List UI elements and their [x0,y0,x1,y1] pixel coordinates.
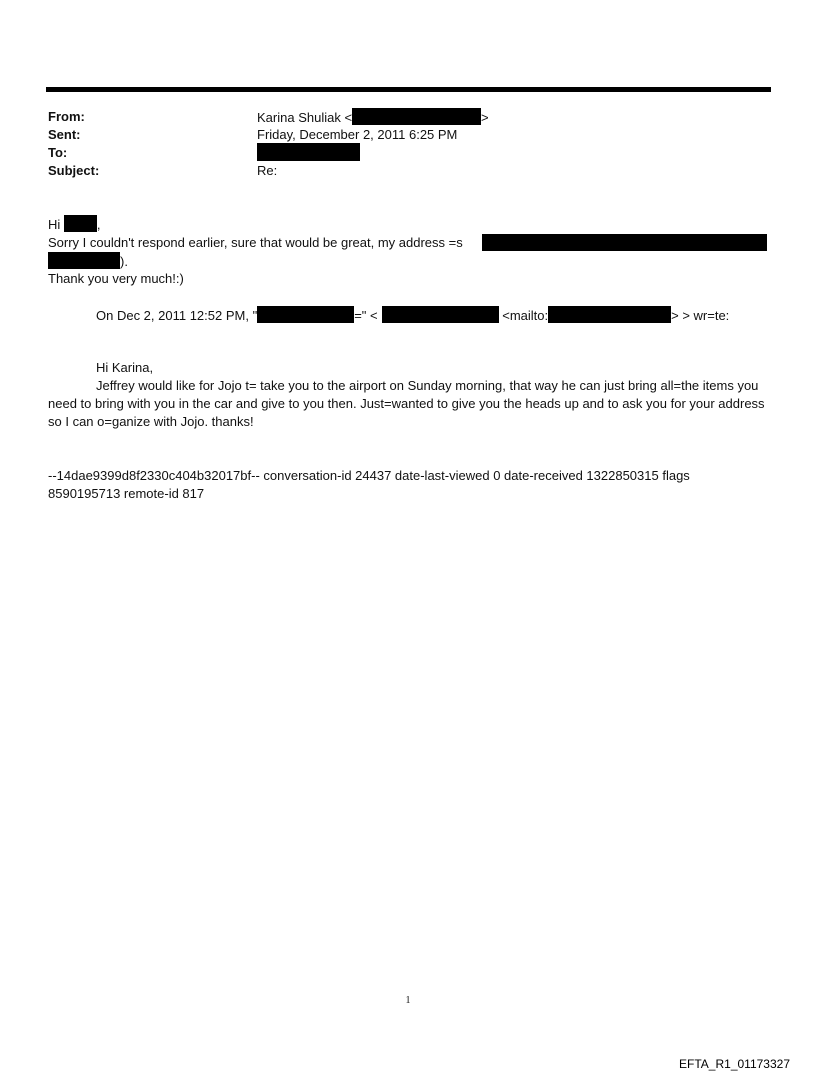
redaction-box [352,108,481,125]
redaction-box [64,215,97,232]
message-metadata: --14dae9399d8f2330c404b32017bf-- conversation-id 24437 date-last-viewed 0 date-received 1322850315 flags 8590195713 remote-id 817 [48,468,690,501]
reply-line-3: Thank you very much!:) [48,271,184,286]
from-name: Karina Shuliak < [257,110,353,125]
reply-line-2-end: ). [120,254,128,269]
reply-greeting-line [48,215,101,234]
subject-value: Re: [257,163,278,178]
reply-greeting-comma: , [96,217,101,232]
reply-greeting: Hi [48,217,61,232]
from-value [257,108,489,127]
reply-line-1: Sorry I couldn't respond earlier, sure that would be great, my address =s [48,235,463,250]
from-close: > [481,110,489,125]
redaction-box [257,306,354,323]
redaction-box [382,306,499,323]
to-redaction [257,143,360,161]
page-number: 1 [405,995,411,1006]
quote-mailto: <mailto: [502,308,549,323]
quoted-paragraph: Jeffrey would like for Jojo t= take you to the airport on Sunday morning, that way he can just bring all=the items you need to bring with you in the car and give to you then. Just=wanted to give you the heads up and to ask you for your address so I can o=ganize with Jojo. thanks! [48,378,765,429]
redaction-box [48,252,120,269]
address-redaction [482,234,767,251]
quoted-greeting: Hi Karina, [96,360,154,375]
sent-label: Sent: [48,127,81,142]
bates-number: EFTA_R1_01173327 [679,1057,790,1071]
subject-label: Subject: [48,163,100,178]
quote-mid: =" < [354,308,378,323]
reply-line-2 [48,252,128,271]
quote-suffix: > > wr=te: [671,308,730,323]
redaction-box [548,306,671,323]
quote-prefix: On Dec 2, 2011 12:52 PM, " [96,308,258,323]
to-label: To: [48,145,68,160]
header-rule [46,87,771,92]
quote-attribution [96,306,729,325]
from-label: From: [48,109,85,124]
sent-value: Friday, December 2, 2011 6:25 PM [257,127,458,142]
